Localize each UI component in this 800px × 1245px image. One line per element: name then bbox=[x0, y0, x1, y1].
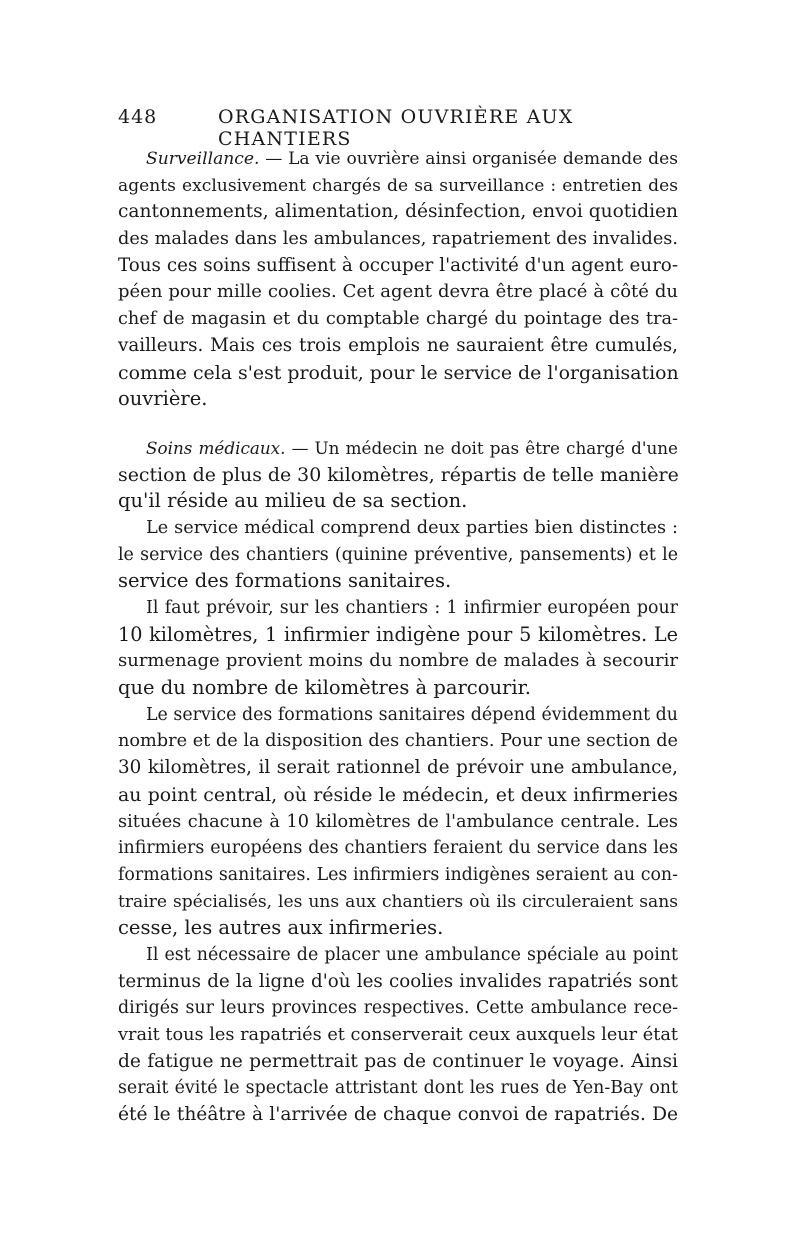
body-text bbox=[118, 146, 678, 1129]
soins-run-in-heading: Soins médicaux. bbox=[146, 437, 286, 458]
text-line: Le service des formations sanitaires dépend évidemment du bbox=[146, 704, 678, 725]
text-line: chef de magasin et du comptable chargé du pointage des tra- bbox=[118, 309, 678, 330]
text-line: situées chacune à 10 kilomètres de l'ambulance centrale. Les bbox=[118, 811, 678, 832]
text-line: au point central, où réside le médecin, et deux infirmeries bbox=[118, 783, 678, 806]
text-line: vailleurs. Mais ces trois emplois ne sauraient être cumulés, bbox=[118, 334, 678, 356]
soins-first-line bbox=[118, 435, 678, 462]
text-line: terminus de la ligne d'où les coolies invalides rapatriés sont bbox=[118, 970, 678, 992]
text-line: comme cela s'est produit, pour le service de l'organisation bbox=[118, 361, 679, 384]
text-line: le service des chantiers (quinine préventive, pansements) et le bbox=[118, 544, 678, 565]
text-line: cesse, les autres aux infirmeries. bbox=[118, 916, 444, 940]
text-line: péen pour mille coolies. Cet agent devra être placé à côté du bbox=[118, 281, 678, 303]
section-spacer bbox=[118, 413, 678, 435]
text-line: ouvrière. bbox=[118, 387, 208, 411]
text-line: surmenage provient moins du nombre de malades à secourir bbox=[118, 650, 678, 672]
text-line: Il faut prévoir, sur les chantiers : 1 infirmier européen pour bbox=[146, 598, 678, 618]
text-line: été le théâtre à l'arrivée de chaque convoi de rapatriés. De bbox=[118, 1104, 678, 1126]
page-number: 448 bbox=[118, 106, 158, 128]
text-line: cantonnements, alimentation, désinfection, envoi quotidien bbox=[118, 201, 679, 223]
text-line: des malades dans les ambulances, rapatriement des invalides. bbox=[118, 229, 678, 250]
text-line: qu'il réside au milieu de sa section. bbox=[118, 489, 468, 513]
surveillance-first-line-text: — La vie ouvrière ainsi organisée demande des bbox=[259, 149, 678, 169]
text-line: de fatigue ne permettrait pas de continuer le voyage. Ainsi bbox=[118, 1050, 678, 1072]
text-line: formations sanitaires. Les infirmiers indigènes seraient au con- bbox=[118, 864, 678, 885]
text-line: traire spécialisés, les uns aux chantiers où ils circuleraient sans bbox=[118, 891, 678, 912]
soins-first-line-text: — Un médecin ne doit pas être chargé d'une bbox=[285, 437, 678, 458]
text-line: Le service médical comprend deux parties bien distinctes : bbox=[146, 517, 678, 538]
text-line: service des formations sanitaires. bbox=[118, 569, 452, 593]
text-line: nombre et de la disposition des chantiers. Pour une section de bbox=[118, 731, 678, 752]
text-line: section de plus de 30 kilomètres, répartis de telle manière bbox=[118, 463, 679, 486]
text-line: Il est nécessaire de placer une ambulance spéciale au point bbox=[146, 944, 678, 965]
surveillance-run-in-heading: Surveillance. bbox=[146, 149, 260, 169]
text-line: vrait tous les rapatriés et conserverait ceux auxquels leur état bbox=[118, 1025, 678, 1045]
text-line: 30 kilomètres, il serait rationnel de prévoir une ambulance, bbox=[118, 757, 678, 779]
running-title: ORGANISATION OUVRIÈRE AUX CHANTIERS bbox=[218, 106, 574, 150]
text-line: infirmiers européens des chantiers feraient du service dans les bbox=[118, 838, 678, 859]
text-line: que du nombre de kilomètres à parcourir. bbox=[118, 676, 531, 700]
text-line: serait évité le spectacle attristant dont les rues de Yen-Bay ont bbox=[118, 1078, 678, 1099]
surveillance-first-line bbox=[118, 146, 678, 173]
text-line: dirigés sur leurs provinces respectives. Cette ambulance rece- bbox=[118, 998, 678, 1019]
text-line: 10 kilomètres, 1 infirmier indigène pour 5 kilomètres. Le bbox=[118, 622, 678, 646]
running-head bbox=[118, 106, 588, 150]
text-line: Tous ces soins suffisent à occuper l'activité d'un agent euro- bbox=[118, 254, 678, 276]
text-line: agents exclusivement chargés de sa surveillance : entretien des bbox=[118, 175, 678, 196]
